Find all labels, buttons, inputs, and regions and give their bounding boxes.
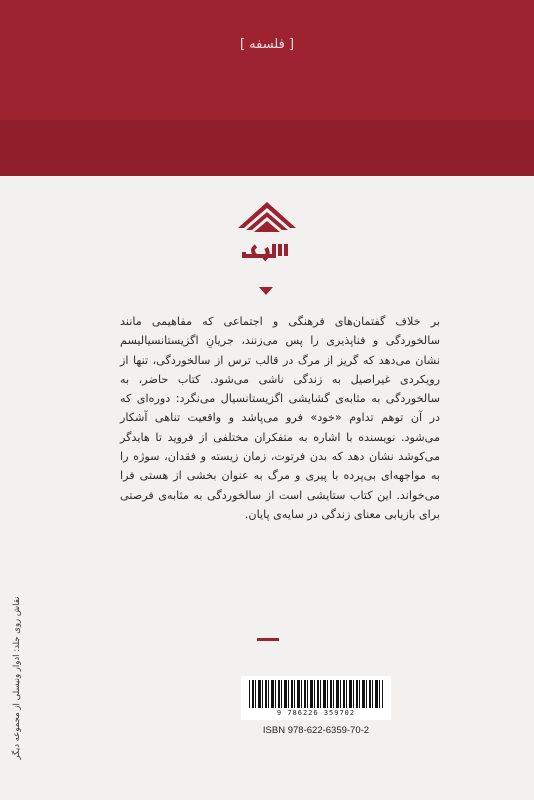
publisher-logo-icon: [236, 200, 298, 270]
top-band-highlight: [0, 0, 534, 120]
barcode-bars: [249, 680, 383, 708]
spine-note: [4, 585, 22, 775]
blurb-paragraph: بر خلاف گفتمان‌های فرهنگی و اجتماعی که مفاهیمی مانند سالخوردگی و فناپذیری را پس می‌زنند، جریانِ اگزیستانسیالیسم نشان می‌دهد که گریز از مرگ در قالب ترس از سالخوردگی، تنها از رویکردی غیراصیل به زندگی ناشی می‌شود. کتاب حاضر، به سالخوردگی به مثابه‌ی گشایشی اگزیستانسیال می‌نگرد: دوره‌ای که در آن توهم تداوم «خود» فرو می‌پاشد و واقعیت تناهی آشکار می‌شود. نویسنده با اشاره به متفکران مختلفی از فروید تا هایدگر می‌کوشد نشان دهد که بدن فرتوت، زمان زیسته و فقدان، سوژه را به مواجهه‌ای بی‌پرده با پیری و مرگ به عنوان بخشی از هستی فرا می‌خواند. این کتاب ستایشی است از سالخوردگی به مثابه‌ی فرصتی برای بازیابی معنای زندگی در سایه‌ی پایان.: [120, 315, 440, 521]
back-cover-blurb: [120, 312, 440, 524]
barcode: [241, 676, 391, 720]
spine-note-text: نقاش روی جلد: ادوار ونیسلی از مجموعه دیگر: [12, 596, 22, 760]
isbn-text: ISBN 978-622-6359-70-2: [262, 725, 370, 736]
category-label: [0, 36, 534, 53]
top-color-band: [0, 0, 534, 176]
chevron-down-icon: [259, 287, 273, 295]
end-divider: [257, 638, 279, 641]
barcode-digits: 9 786226 359702: [276, 709, 356, 717]
category-text: [ فلسفه ]: [239, 37, 295, 52]
